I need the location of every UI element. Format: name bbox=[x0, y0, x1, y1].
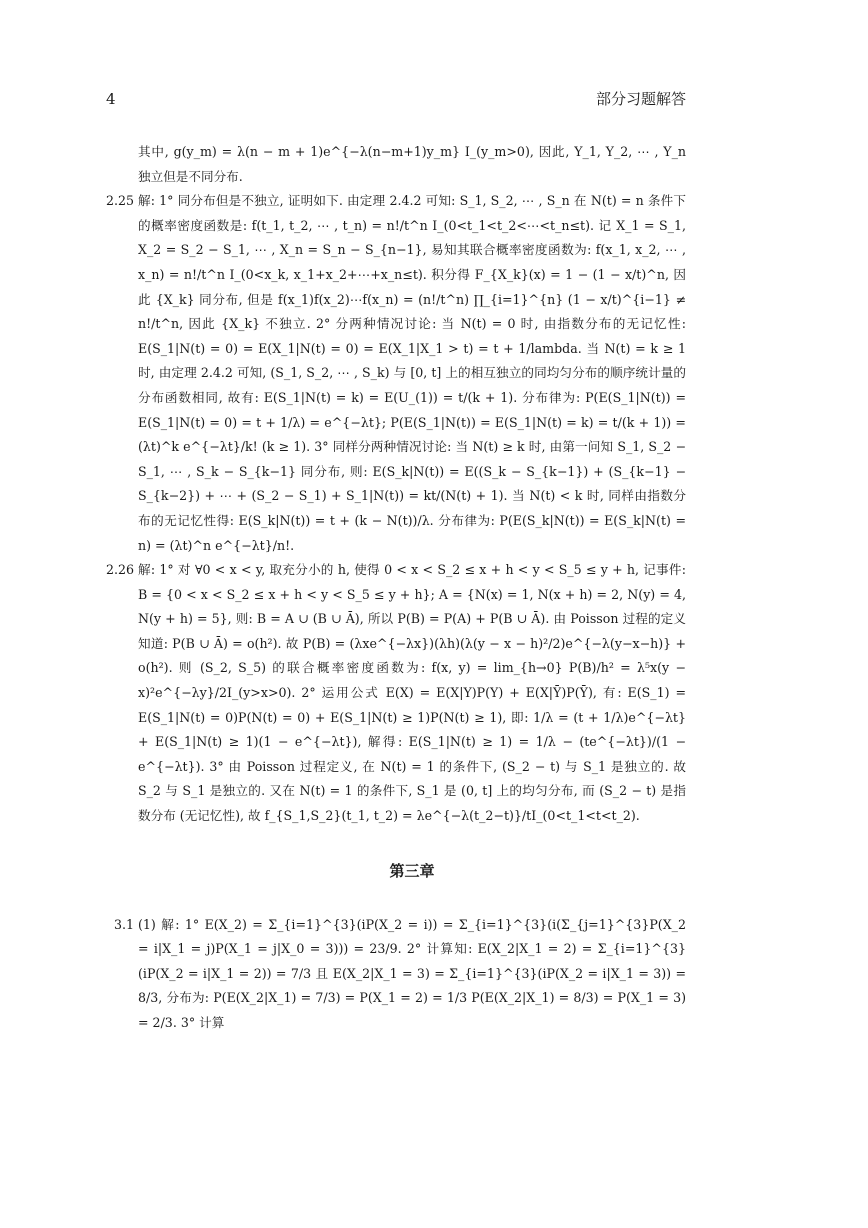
page-body bbox=[106, 140, 686, 1036]
problem-2-26 bbox=[106, 558, 686, 829]
problem-solution: 解: 1° 同分布但是不独立, 证明如下. 由定理 2.4.2 可知: S_1, S_2, ⋯ , S_n 在 N(t) = n 条件下的概率密度函数是: f(t_1, t_2, ⋯ , t_n) = n!/t^n I_(0<t_1<t_2<⋯<t_n≤t). 记 X_1 = S_1, X_2 = S_2 − S_1, ⋯ , X_n = S_n − S_{n−1}, 易知其联合概率密度函数为: f(x_1, x_2, ⋯ , x_n) = n!/t^n I_(0<x_k, x_1+x_2+⋯+x_n≤t). 积分得 F_{X_k}(x) = 1 − (1 − x/t)^n, 因此 {X_k} 同分布, 但是 f(x_1)f(x_2)⋯f(x_n) = (n!/t^n) ∏_{i=1}^{n} (1 − x/t)^{i−1} ≠ n!/t^n, 因此 {X_k} 不独立. 2° 分两种情况讨论: 当 N(t) = 0 时, 由指数分布的无记忆性: E(S_1|N(t) = 0) = E(X_1|N(t) = 0) = E(X_1|X_1 > t) = t + 1/lambda. 当 N(t) = k ≥ 1 时, 由定理 2.4.2 可知, (S_1, S_2, ⋯ , S_k) 与 [0, t] 上的相互独立的同均匀分布的顺序统计量的分布函数相同, 故有: E(S_1|N(t) = k) = E(U_(1)) = t/(k + 1). 分布律为: P(E(S_1|N(t)) = E(S_1|N(t) = 0) = t + 1/λ) = e^{−λt}; P(E(S_1|N(t)) = E(S_1|N(t) = k) = t/(k + 1)) = (λt)^k e^{−λt}/k! (k ≥ 1). 3° 同样分两种情况讨论: 当 N(t) ≥ k 时, 由第一问知 S_1, S_2 − S_1, ⋯ , S_k − S_{k−1} 同分布, 则: E(S_k|N(t)) = E((S_k − S_{k−1}) + (S_{k−1} − S_{k−2}) + ⋯ + (S_2 − S_1) + S_1|N(t)) = kt/(N(t) + 1). 当 N(t) < k 时, 同样由指数分布的无记忆性得: E(S_k|N(t)) = t + (k − N(t))/λ. 分布律为: P(E(S_k|N(t)) = E(S_k|N(t) = n) = (λt)^n e^{−λt}/n!. bbox=[138, 193, 686, 553]
problem-solution: (1) 解: 1° E(X_2) = Σ_{i=1}^{3}(iP(X_2 = i)) = Σ_{i=1}^{3}(i(Σ_{j=1}^{3}P(X_2 = i|X_1 = j)P(X_1 = j|X_0 = 3))) = 23/9. 2° 计算知: E(X_2|X_1 = 2) = Σ_{i=1}^{3}(iP(X_2 = i|X_1 = 2)) = 7/3 且 E(X_2|X_1 = 3) = Σ_{i=1}^{3}(iP(X_2 = i|X_1 = 3)) = 8/3, 分布为: P(E(X_2|X_1) = 7/3) = P(X_1 = 2) = 1/3 P(E(X_2|X_1) = 8/3) = P(X_1 = 3) = 2/3. 3° 计算 bbox=[138, 916, 686, 1030]
chapter-title: 第三章 bbox=[389, 861, 435, 880]
problem-number: 2.26 bbox=[106, 562, 135, 578]
problem-3-1 bbox=[114, 913, 686, 1036]
page-number: 4 bbox=[106, 90, 116, 108]
continuation-paragraph: 其中, g(y_m) = λ(n − m + 1)e^{−λ(n−m+1)y_m} I_(y_m>0), 因此, Y_1, Y_2, ⋯ , Y_n 独立但是不同分布. bbox=[138, 144, 686, 184]
running-header: 部分习题解答 bbox=[595, 90, 686, 108]
problem-solution: 解: 1° 对 ∀0 < x < y, 取充分小的 h, 使得 0 < x < S_2 ≤ x + h < y < S_5 ≤ y + h, 记事件: B = {0 < x < S_2 ≤ x + h < y < S_5 ≤ y + h}; A = {N(x) = 1, N(x + h) = 2, N(y) = 4, N(y + h) = 5}, 则: B = A ∪ (B ∪ Ā), 所以 P(B) = P(A) + P(B ∪ Ā). 由 Poisson 过程的定义知道: P(B ∪ Ā) = o(h²). 故 P(B) = (λxe^{−λx})(λh)(λ(y − x − h)²/2)e^{−λ(y−x−h)} + o(h²). 则 (S_2, S_5) 的联合概率密度函数为: f(x, y) = lim_{h→0} P(B)/h² = λ⁵x(y − x)²e^{−λy}/2I_(y>x>0). 2° 运用公式 E(X) = E(X|Y)P(Y) + E(X|Ȳ)P(Ȳ), 有: E(S_1) = E(S_1|N(t) = 0)P(N(t) = 0) + E(S_1|N(t) ≥ 1)P(N(t) ≥ 1), 即: 1/λ = (t + 1/λ)e^{−λt} + E(S_1|N(t) ≥ 1)(1 − e^{−λt}), 解得: E(S_1|N(t) ≥ 1) = 1/λ − (te^{−λt})/(1 − e^{−λt}). 3° 由 Poisson 过程定义, 在 N(t) = 1 的条件下, (S_2 − t) 与 S_1 是独立的. 故 S_2 与 S_1 是独立的. 又在 N(t) = 1 的条件下, S_1 是 (0, t] 上的均匀分布, 而 (S_2 − t) 是指数分布 (无记忆性), 故 f_{S_1,S_2}(t_1, t_2) = λe^{−λ(t_2−t)}/tI_(0<t_1<t<t_2). bbox=[138, 562, 686, 824]
problem-number: 2.25 bbox=[106, 193, 135, 209]
problem-2-25 bbox=[106, 189, 686, 558]
problem-number: 3.1 bbox=[114, 916, 135, 932]
